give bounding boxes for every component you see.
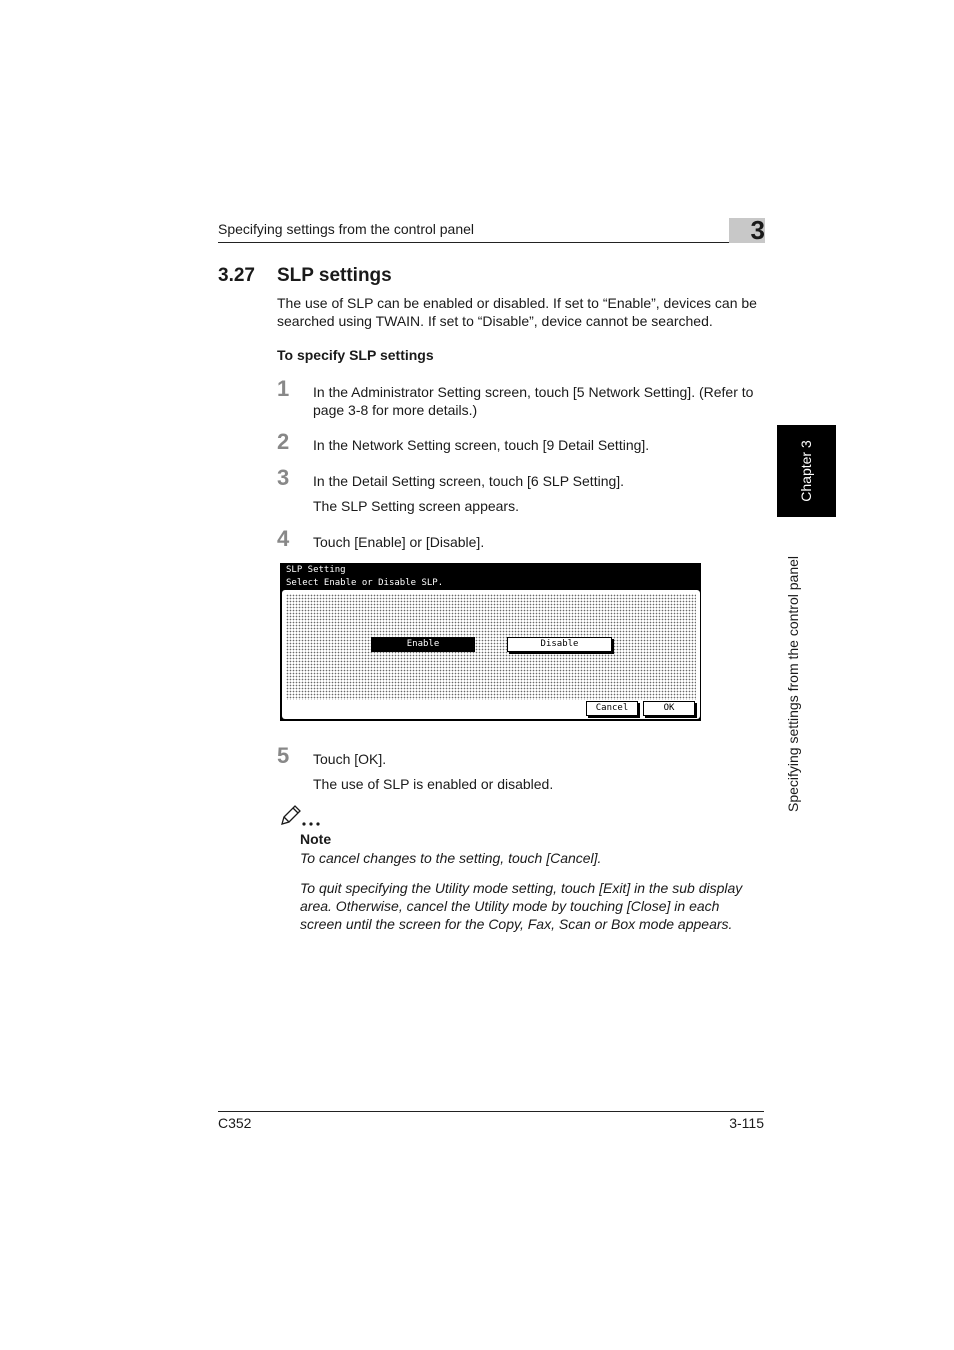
step-text: In the Detail Setting screen, touch [6 SLP Setting]. [313,473,625,489]
step-text: In the Administrator Setting screen, touch [5 Network Setting]. (Refer to page 3-8 for more details.) [313,384,754,418]
procedure-subheading: To specify SLP settings [277,347,434,363]
step-text: Touch [Enable] or [Disable]. [313,534,485,550]
step-number: 5 [277,743,290,768]
enable-button[interactable]: Enable [371,637,475,652]
footer-rule [218,1111,764,1112]
footer-page-number: 3-115 [729,1115,764,1131]
note-label: Note [300,831,332,847]
screen-pattern-area [286,594,696,700]
step-number: 1 [277,376,290,401]
pencil-note-icon [279,804,327,828]
section-number: 3.27 [218,265,255,286]
chapter-number: 3 [750,215,765,245]
note-item: To cancel changes to the setting, touch [Cancel]. [300,850,602,866]
disable-button[interactable]: Disable [507,637,612,652]
side-chapter-label: Chapter 3 [798,440,814,502]
cancel-button[interactable]: Cancel [586,701,638,716]
screen-instruction: Select Enable or Disable SLP. [286,578,444,588]
step-result: The use of SLP is enabled or disabled. [313,776,554,792]
step-number: 4 [277,526,290,551]
section-title: SLP settings [277,265,392,286]
section-intro: The use of SLP can be enabled or disabled. If set to “Enable”, devices can be searched using TWAIN. If set to “Disable”, device cannot be searched. [277,295,757,329]
running-header-title: Specifying settings from the control panel [218,221,475,237]
footer-model: C352 [218,1115,252,1131]
step-text: Touch [OK]. [313,751,387,767]
header-rule [218,242,764,243]
step-result: The SLP Setting screen appears. [313,498,519,514]
screen-title: SLP Setting [286,565,346,575]
side-section-label: Specifying settings from the control panel [785,555,801,813]
step-text: In the Network Setting screen, touch [9 Detail Setting]. [313,437,650,453]
step-number: 3 [277,465,290,490]
note-item: To quit specifying the Utility mode setting, touch [Exit] in the sub display area. Otherwise, cancel the Utility mode by touching [Close] in each screen until the screen for the Copy, Fax, Scan or Box mode appears. [300,880,743,932]
ok-button[interactable]: OK [643,701,695,716]
step-number: 2 [277,429,290,454]
